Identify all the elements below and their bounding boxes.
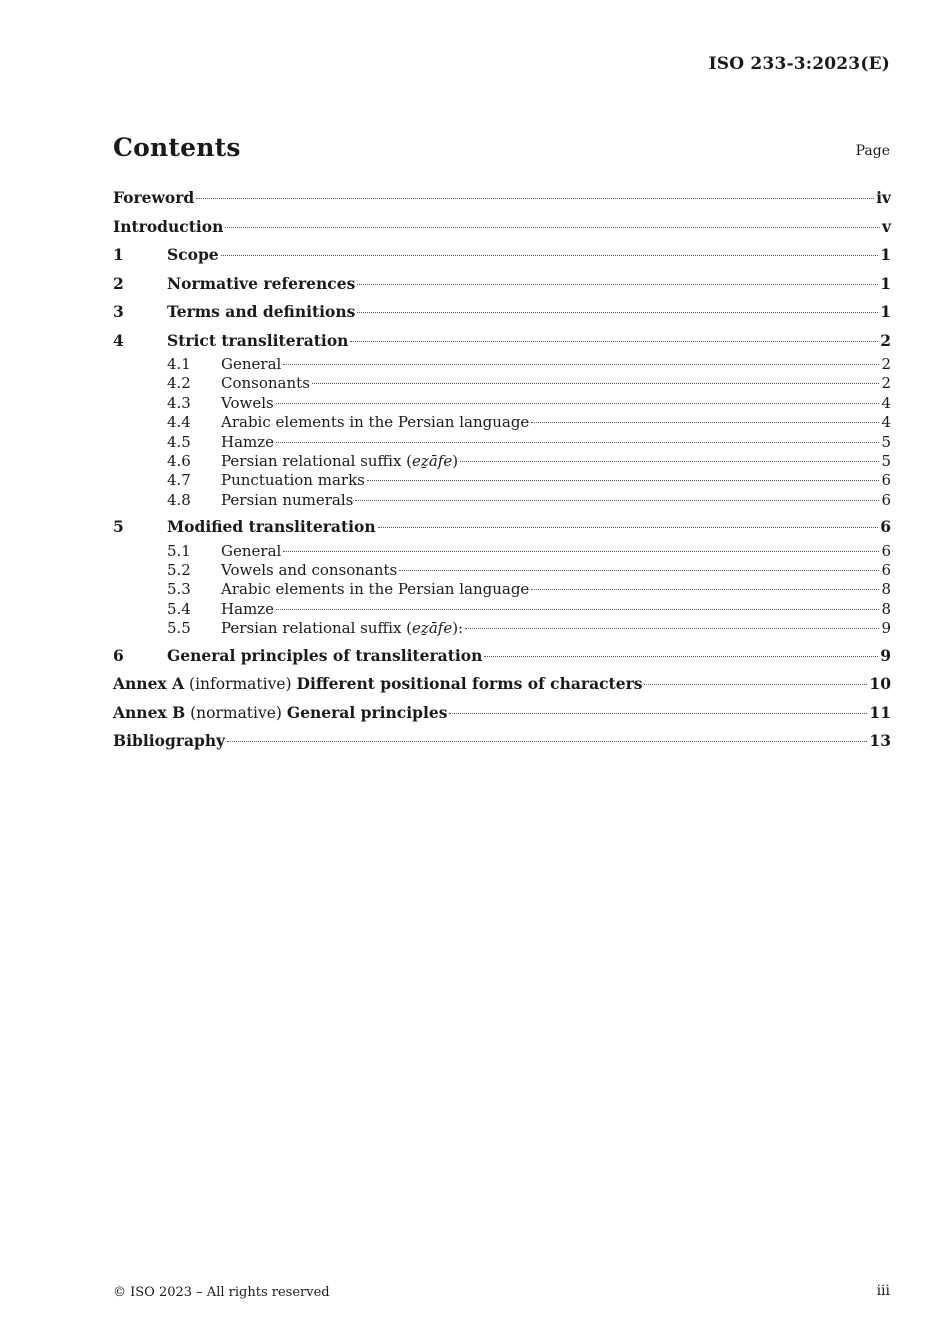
toc-subentry-4-4[interactable] <box>113 413 891 432</box>
toc-entry-title: Persian relational suffix (eẕāfe) <box>221 451 459 470</box>
toc-entry-page: 6 <box>880 517 891 537</box>
toc-entry-page: 2 <box>881 374 891 393</box>
toc-entry-title: Vowels <box>221 393 274 412</box>
toc-entry-number: 4.4 <box>167 413 191 432</box>
dot-leader <box>484 655 878 657</box>
toc-entry-general-principles-of-transliteration[interactable] <box>113 642 891 671</box>
toc-entry-number: 5 <box>113 517 124 537</box>
annex-status: (normative) <box>185 703 287 722</box>
toc-entry-title: Strict transliteration <box>167 330 349 350</box>
toc-entry-title: General principles of transliteration <box>167 645 483 665</box>
dot-leader <box>350 340 878 342</box>
toc-entry-page: 1 <box>880 245 891 264</box>
toc-entry-page: 5 <box>881 451 891 470</box>
toc-entry-number: 4.6 <box>167 451 191 470</box>
document-identifier: ISO 233-3:2023(E) <box>708 54 890 74</box>
toc-subentry-4-6[interactable] <box>113 452 891 471</box>
toc-subentry-5-1[interactable] <box>113 542 891 561</box>
dot-leader <box>378 526 879 528</box>
dot-leader <box>283 363 879 365</box>
dot-leader <box>399 569 879 571</box>
toc-subentry-4-7[interactable] <box>113 471 891 490</box>
toc-entry-title: Terms and definitions <box>167 302 356 321</box>
toc-entry-title: Hamze <box>221 432 275 451</box>
toc-entry-page: 8 <box>881 580 891 599</box>
dot-leader <box>644 683 867 685</box>
toc-entry-title: Normative references <box>167 273 356 293</box>
toc-entry-terms-and-definitions[interactable] <box>113 298 891 327</box>
toc-subentry-4-2[interactable] <box>113 374 891 393</box>
toc-subentry-4-3[interactable] <box>113 394 891 413</box>
copyright-notice: © ISO 2023 – All rights reserved <box>113 1285 330 1300</box>
toc-entry-number: 4.2 <box>167 374 191 393</box>
toc-entry-number: 4.3 <box>167 393 191 412</box>
toc-entry-number: 5.4 <box>167 599 191 618</box>
toc-entry-page: 11 <box>869 702 891 722</box>
dot-leader <box>531 421 879 423</box>
toc-entry-title: General <box>221 541 282 560</box>
toc-entry-modified-transliteration[interactable] <box>113 513 891 542</box>
dot-leader <box>276 441 879 443</box>
dot-leader <box>312 382 880 384</box>
toc-entry-page: 9 <box>880 645 891 665</box>
toc-subentry-5-3[interactable] <box>113 580 891 599</box>
toc-entry-page: 6 <box>881 471 891 490</box>
toc-entry-title: Bibliography <box>113 731 226 751</box>
toc-entry-number: 4.7 <box>167 471 191 490</box>
toc-entry-number: 6 <box>113 645 124 665</box>
toc-entry-page: 8 <box>881 599 891 618</box>
dot-leader <box>276 608 879 610</box>
table-of-contents <box>113 184 891 756</box>
toc-entry-number: 5.2 <box>167 561 191 580</box>
toc-subentry-5-5[interactable] <box>113 619 891 638</box>
toc-entry-title: Annex A (informative) Different positional forms of characters <box>113 674 643 694</box>
toc-entry-page: 2 <box>880 330 891 350</box>
toc-entry-title: Arabic elements in the Persian language <box>221 580 530 599</box>
toc-entry-title: Modified transliteration <box>167 517 376 537</box>
dot-leader <box>283 550 879 552</box>
toc-entry-number: 3 <box>113 302 124 321</box>
toc-entry-page: iv <box>876 188 891 207</box>
toc-entry-page: 4 <box>881 393 891 412</box>
toc-entry-page: 6 <box>881 561 891 580</box>
toc-entry-page: 9 <box>881 619 891 638</box>
dot-leader <box>357 311 878 313</box>
dot-leader <box>221 254 879 256</box>
toc-entry-title: Punctuation marks <box>221 471 365 490</box>
annex-status: (informative) <box>184 675 297 694</box>
toc-entry-title: Arabic elements in the Persian language <box>221 413 530 432</box>
page-column-label: Page <box>855 143 890 159</box>
page-number: iii <box>876 1283 890 1299</box>
dot-leader <box>355 499 879 501</box>
toc-entry-number: 5.1 <box>167 541 191 560</box>
toc-entry-number: 4.1 <box>167 355 191 373</box>
dot-leader <box>367 479 880 481</box>
toc-entry-bibliography[interactable] <box>113 727 891 756</box>
dot-leader <box>531 588 879 590</box>
toc-entry-title: Consonants <box>221 374 310 393</box>
toc-entry-title: Vowels and consonants <box>221 561 398 580</box>
toc-entry-page: 5 <box>881 432 891 451</box>
toc-subentry-4-1[interactable] <box>113 355 891 374</box>
toc-entry-number: 5.5 <box>167 619 191 638</box>
toc-entry-foreword[interactable] <box>113 184 891 213</box>
toc-entry-page: 10 <box>869 674 891 694</box>
toc-entry-number: 4.5 <box>167 432 191 451</box>
toc-entry-number: 4.8 <box>167 490 191 509</box>
dot-leader <box>460 460 879 462</box>
toc-subentry-4-5[interactable] <box>113 433 891 452</box>
toc-entry-normative-references[interactable] <box>113 270 891 299</box>
dot-leader <box>225 226 880 228</box>
toc-entry-scope[interactable] <box>113 241 891 270</box>
toc-entry-title: Foreword <box>113 188 195 207</box>
toc-entry-number: 1 <box>113 245 124 264</box>
dot-leader <box>196 197 874 199</box>
toc-entry-page: 2 <box>881 355 891 373</box>
toc-entry-number: 2 <box>113 273 124 293</box>
toc-entry-number: 4 <box>113 330 124 350</box>
page-title: Contents <box>113 133 241 162</box>
dot-leader <box>227 740 867 742</box>
toc-entry-annex-b[interactable] <box>113 699 891 728</box>
dot-leader <box>276 402 880 404</box>
toc-entry-introduction[interactable] <box>113 213 891 242</box>
dot-leader <box>449 712 867 714</box>
toc-entry-title: Persian relational suffix (eẕāfe): <box>221 619 464 638</box>
toc-entry-title: Hamze <box>221 599 275 618</box>
toc-entry-page: 4 <box>881 413 891 432</box>
toc-entry-page: v <box>881 216 891 236</box>
toc-entry-page: 13 <box>869 731 891 751</box>
toc-entry-title: Scope <box>167 245 219 264</box>
toc-entry-title: Persian numerals <box>221 490 354 509</box>
toc-entry-page: 6 <box>881 490 891 509</box>
toc-entry-page: 1 <box>880 302 891 321</box>
toc-entry-strict-transliteration[interactable] <box>113 327 891 356</box>
toc-entry-title: General <box>221 355 282 373</box>
annex-label: Annex A <box>113 674 185 694</box>
dot-leader <box>465 627 879 629</box>
italic-term: eẕāfe <box>412 451 453 470</box>
toc-entry-page: 6 <box>881 541 891 560</box>
dot-leader <box>357 283 878 285</box>
toc-subentry-5-2[interactable] <box>113 561 891 580</box>
toc-subentry-4-8[interactable] <box>113 491 891 510</box>
toc-entry-annex-a[interactable] <box>113 670 891 699</box>
annex-label: Annex B <box>113 702 186 722</box>
toc-entry-page: 1 <box>880 273 891 293</box>
toc-entry-title: Introduction <box>113 216 224 236</box>
toc-entry-number: 5.3 <box>167 580 191 599</box>
italic-term: eẕāfe <box>412 619 453 638</box>
toc-subentry-5-4[interactable] <box>113 600 891 619</box>
toc-entry-title: Annex B (normative) General principles <box>113 702 448 722</box>
